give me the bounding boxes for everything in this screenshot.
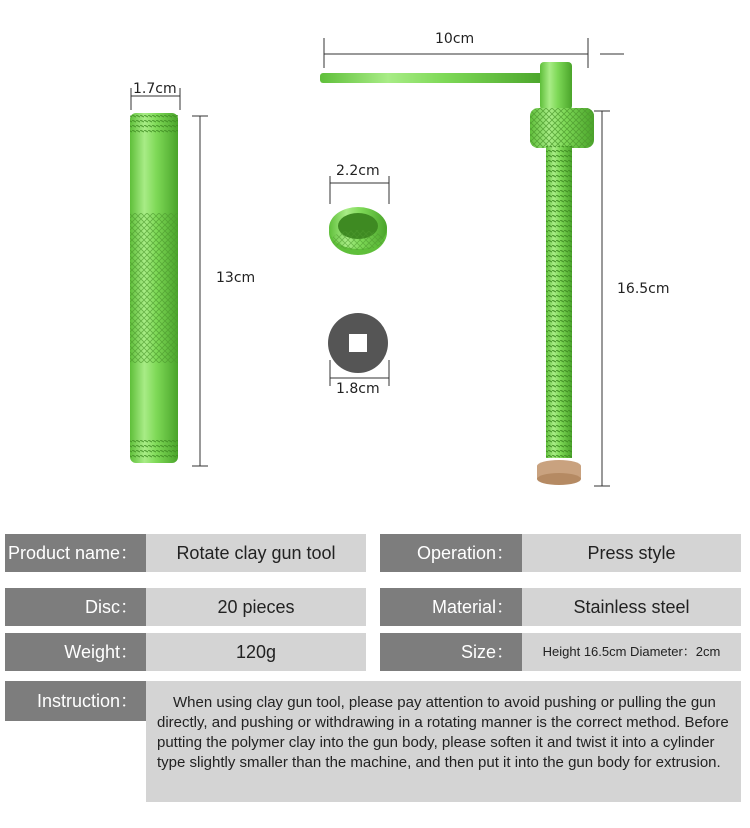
- weight-value: 120g: [146, 633, 366, 671]
- instruction-text: When using clay gun tool, please pay attention to avoid pushing or pulling the gun directly, and pushing or withdrawing in a rotating manner is the correct method. Before putting the polymer clay into the gun body, please soften it and twist it into a cylinder type slightly smaller than the machine, and then put it into the gun body for extrusion.: [146, 681, 741, 802]
- operation-label: Operation：: [380, 534, 522, 572]
- clay-gun-barrel: [130, 113, 178, 463]
- extrusion-disc: [328, 313, 388, 373]
- tube-length-label: 13cm: [216, 270, 256, 286]
- instruction-label: Instruction：: [5, 681, 146, 721]
- disc-label: Disc：: [5, 588, 146, 626]
- weight-label: Weight：: [5, 633, 146, 671]
- material-value: Stainless steel: [522, 588, 741, 626]
- ring-dimension-lines: [330, 176, 389, 204]
- material-label: Material：: [380, 588, 522, 626]
- tube-width-label: 1.7cm: [133, 81, 177, 97]
- plunger-dimension-lines: [324, 38, 624, 486]
- size-label: Size：: [380, 633, 522, 671]
- disc-diameter-label: 1.8cm: [336, 381, 380, 397]
- plunger-rod: [320, 62, 594, 485]
- plunger-length-label: 16.5cm: [617, 281, 670, 297]
- disc-value: 20 pieces: [146, 588, 366, 626]
- product-name-value: Rotate clay gun tool: [146, 534, 366, 572]
- ring-diameter-label: 2.2cm: [336, 163, 380, 179]
- handle-width-label: 10cm: [435, 31, 475, 47]
- operation-value: Press style: [522, 534, 741, 572]
- size-value: Height 16.5cm Diameter：2cm: [522, 633, 741, 671]
- product-name-label: Product name：: [5, 534, 146, 572]
- nozzle-ring: [329, 207, 387, 255]
